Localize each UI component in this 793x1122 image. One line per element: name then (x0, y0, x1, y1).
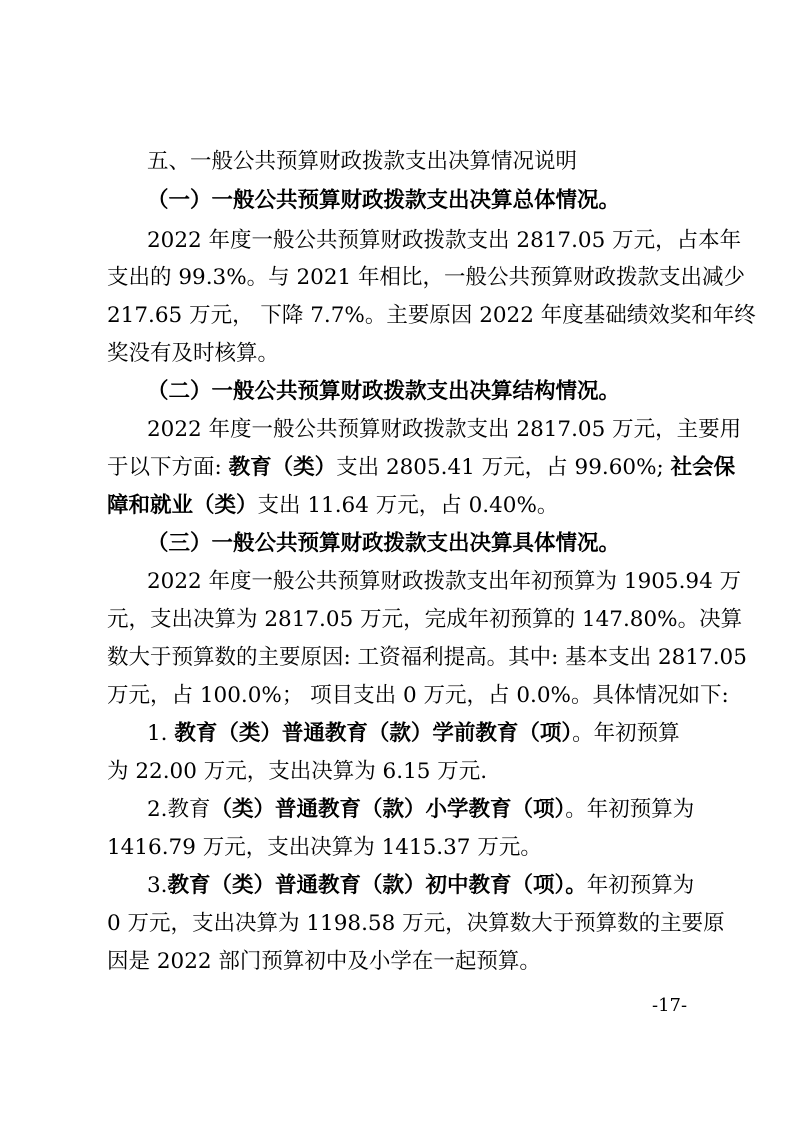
text-run: 支出 11.64 万元，占 0.40%。 (257, 493, 559, 518)
paragraph-line: 数大于预算数的主要原因: 工资福利提高。其中: 基本支出 2817.05 (107, 645, 747, 670)
paragraph-line: 2022 年度一般公共预算财政拨款支出 2817.05 万元，占本年 (147, 228, 742, 253)
item-title: 教育（类）普通教育（款）学前教育（项） (174, 721, 573, 746)
list-item (147, 872, 793, 900)
category-label: 社会保 (670, 455, 736, 480)
text-run: 。年初预算为 (565, 797, 695, 822)
item-title: （类）普通教育（款）小学教育（项） (210, 797, 566, 822)
paragraph-line: 支出的 99.3%。与 2021 年相比，一般公共预算财政拨款支出减少 (107, 265, 746, 290)
list-number: 1. (147, 721, 175, 746)
paragraph-line: 因是 2022 部门预算初中及小学在一起预算。 (107, 949, 541, 974)
item-title: 教育（类）普通教育（款）初中教育（项）。 (167, 873, 587, 898)
text-run: 支出 2805.41 万元，占 99.60%; (336, 455, 671, 480)
paragraph-line: 为 22.00 万元，支出决算为 6.15 万元. (107, 759, 488, 784)
paragraph-line: 元，支出决算为 2817.05 万元，完成年初预算的 147.80%。决算 (107, 607, 743, 632)
text-run: 教育 (167, 797, 211, 822)
paragraph-line (107, 454, 793, 482)
subsection-3-heading: （三）一般公共预算财政拨款支出决算具体情况。 (147, 531, 621, 556)
paragraph-line: 2022 年度一般公共预算财政拨款支出年初预算为 1905.94 万 (147, 569, 742, 594)
category-label: 教育（类） (228, 455, 337, 480)
paragraph-line: 2022 年度一般公共预算财政拨款支出 2817.05 万元，主要用 (147, 417, 742, 442)
paragraph-line: 1416.79 万元，支出决算为 1415.37 万元。 (107, 835, 542, 860)
section-title: 五、一般公共预算财政拨款支出决算情况说明 (147, 149, 578, 174)
text-run: 。年初预算 (572, 721, 680, 746)
paragraph-line (107, 492, 793, 520)
list-item (147, 796, 793, 824)
text-run: 于以下方面: (107, 455, 229, 480)
subsection-1-heading: （一）一般公共预算财政拨款支出决算总体情况。 (147, 188, 621, 213)
paragraph-line: 217.65 万元， 下降 7.7%。主要原因 2022 年度基础绩效奖和年终 (107, 303, 756, 328)
paragraph-line: 奖没有及时核算。 (107, 341, 280, 366)
paragraph-line: 万元，占 100.0%； 项目支出 0 万元，占 0.0%。具体情况如下: (107, 683, 729, 708)
paragraph-line: 0 万元，支出决算为 1198.58 万元，决算数大于预算数的主要原 (107, 911, 725, 936)
text-run: 年初预算为 (586, 873, 695, 898)
list-number: 2. (147, 797, 168, 822)
list-number: 3. (147, 873, 168, 898)
list-item (147, 720, 793, 748)
subsection-2-heading: （二）一般公共预算财政拨款支出决算结构情况。 (147, 379, 621, 404)
page-number: -17- (652, 995, 688, 1016)
category-label: 障和就业（类） (107, 493, 258, 518)
